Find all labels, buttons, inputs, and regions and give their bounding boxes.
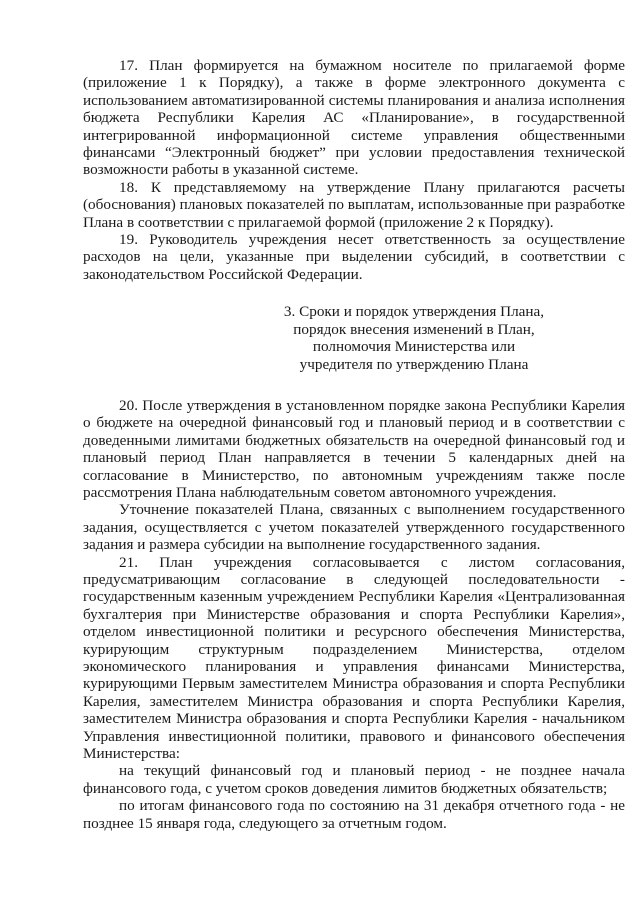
section-heading-line: учредителя по утверждению Плана xyxy=(299,355,529,373)
section-heading-line: порядок внесения изменений в План, xyxy=(293,320,535,338)
section-heading xyxy=(83,303,625,373)
paragraph-18: 18. К представляемому на утверждение Плану прилагаются расчеты (обоснования) плановых показателей по выплатам, использованные при разработке Плана в соответствии с прилагаемой формой (приложение 2 к Порядку). xyxy=(83,178,625,231)
section-heading-line: 3. Сроки и порядок утверждения Плана, xyxy=(283,303,545,321)
paragraph-20: 20. После утверждения в установленном порядке закона Республики Карелия о бюджете на очередной финансовый год и плановый период и в соответствии с доведенными лимитами бюджетных обязательств на очередной финансовый год и плановый период План направляется в течении 5 календарных дней на согласование в Министерство, по автономным учреждениям также после рассмотрения Плана наблюдательным советом автономного учреждения. xyxy=(83,396,625,501)
paragraph-17: 17. План формируется на бумажном носителе по прилагаемой форме (приложение 1 к Порядку), а также в форме электронного документа с использованием автоматизированной системы планирования и анализа исполнения бюджета Республики Карелия АС «Планирование», в государственной интегрированной информационной системе управления общественными финансами “Электронный бюджет” при условии предоставления технической возможности работы в указанной системе. xyxy=(83,57,625,179)
paragraph-20-clarification: Уточнение показателей Плана, связанных с выполнением государственного задания, осуществляется с учетом показателей утвержденного государственного задания и размера субсидии на выполнение государственного задания. xyxy=(83,501,625,554)
paragraph-21-item-current-year: на текущий финансовый год и плановый период - не позднее начала финансового года, с учетом сроков доведения лимитов бюджетных обязательств; xyxy=(83,762,625,797)
section-heading-line: полномочия Министерства или xyxy=(312,338,516,356)
document-page xyxy=(83,57,625,832)
paragraph-21-item-year-end: по итогам финансового года по состоянию на 31 декабря отчетного года - не позднее 15 января года, следующего за отчетным годом. xyxy=(83,797,625,832)
paragraph-21: 21. План учреждения согласовывается с листом согласования, предусматривающим согласование в следующей последовательности - государственным казенным учреждением Республики Карелия «Централизованная бухгалтерия при Министерстве образования и спорта Республики Карелия», отделом инвестиционной политики и ресурсного обеспечения Министерства, курирующим структурным подразделением Министерства, отделом экономического планирования и управления финансами Министерства, курирующими Первым заместителем Министра образования и спорта Республики Карелия, заместителем Министра образования и спорта Республики Карелия, заместителем Министра образования и спорта Республики Карелия - начальником Управления инвестиционной политики, правового и финансового обеспечения Министерства: xyxy=(83,553,625,763)
paragraph-19: 19. Руководитель учреждения несет ответственность за осуществление расходов на цели, указанные при выделении субсидий, в соответствии с законодательством Российской Федерации. xyxy=(83,231,625,283)
